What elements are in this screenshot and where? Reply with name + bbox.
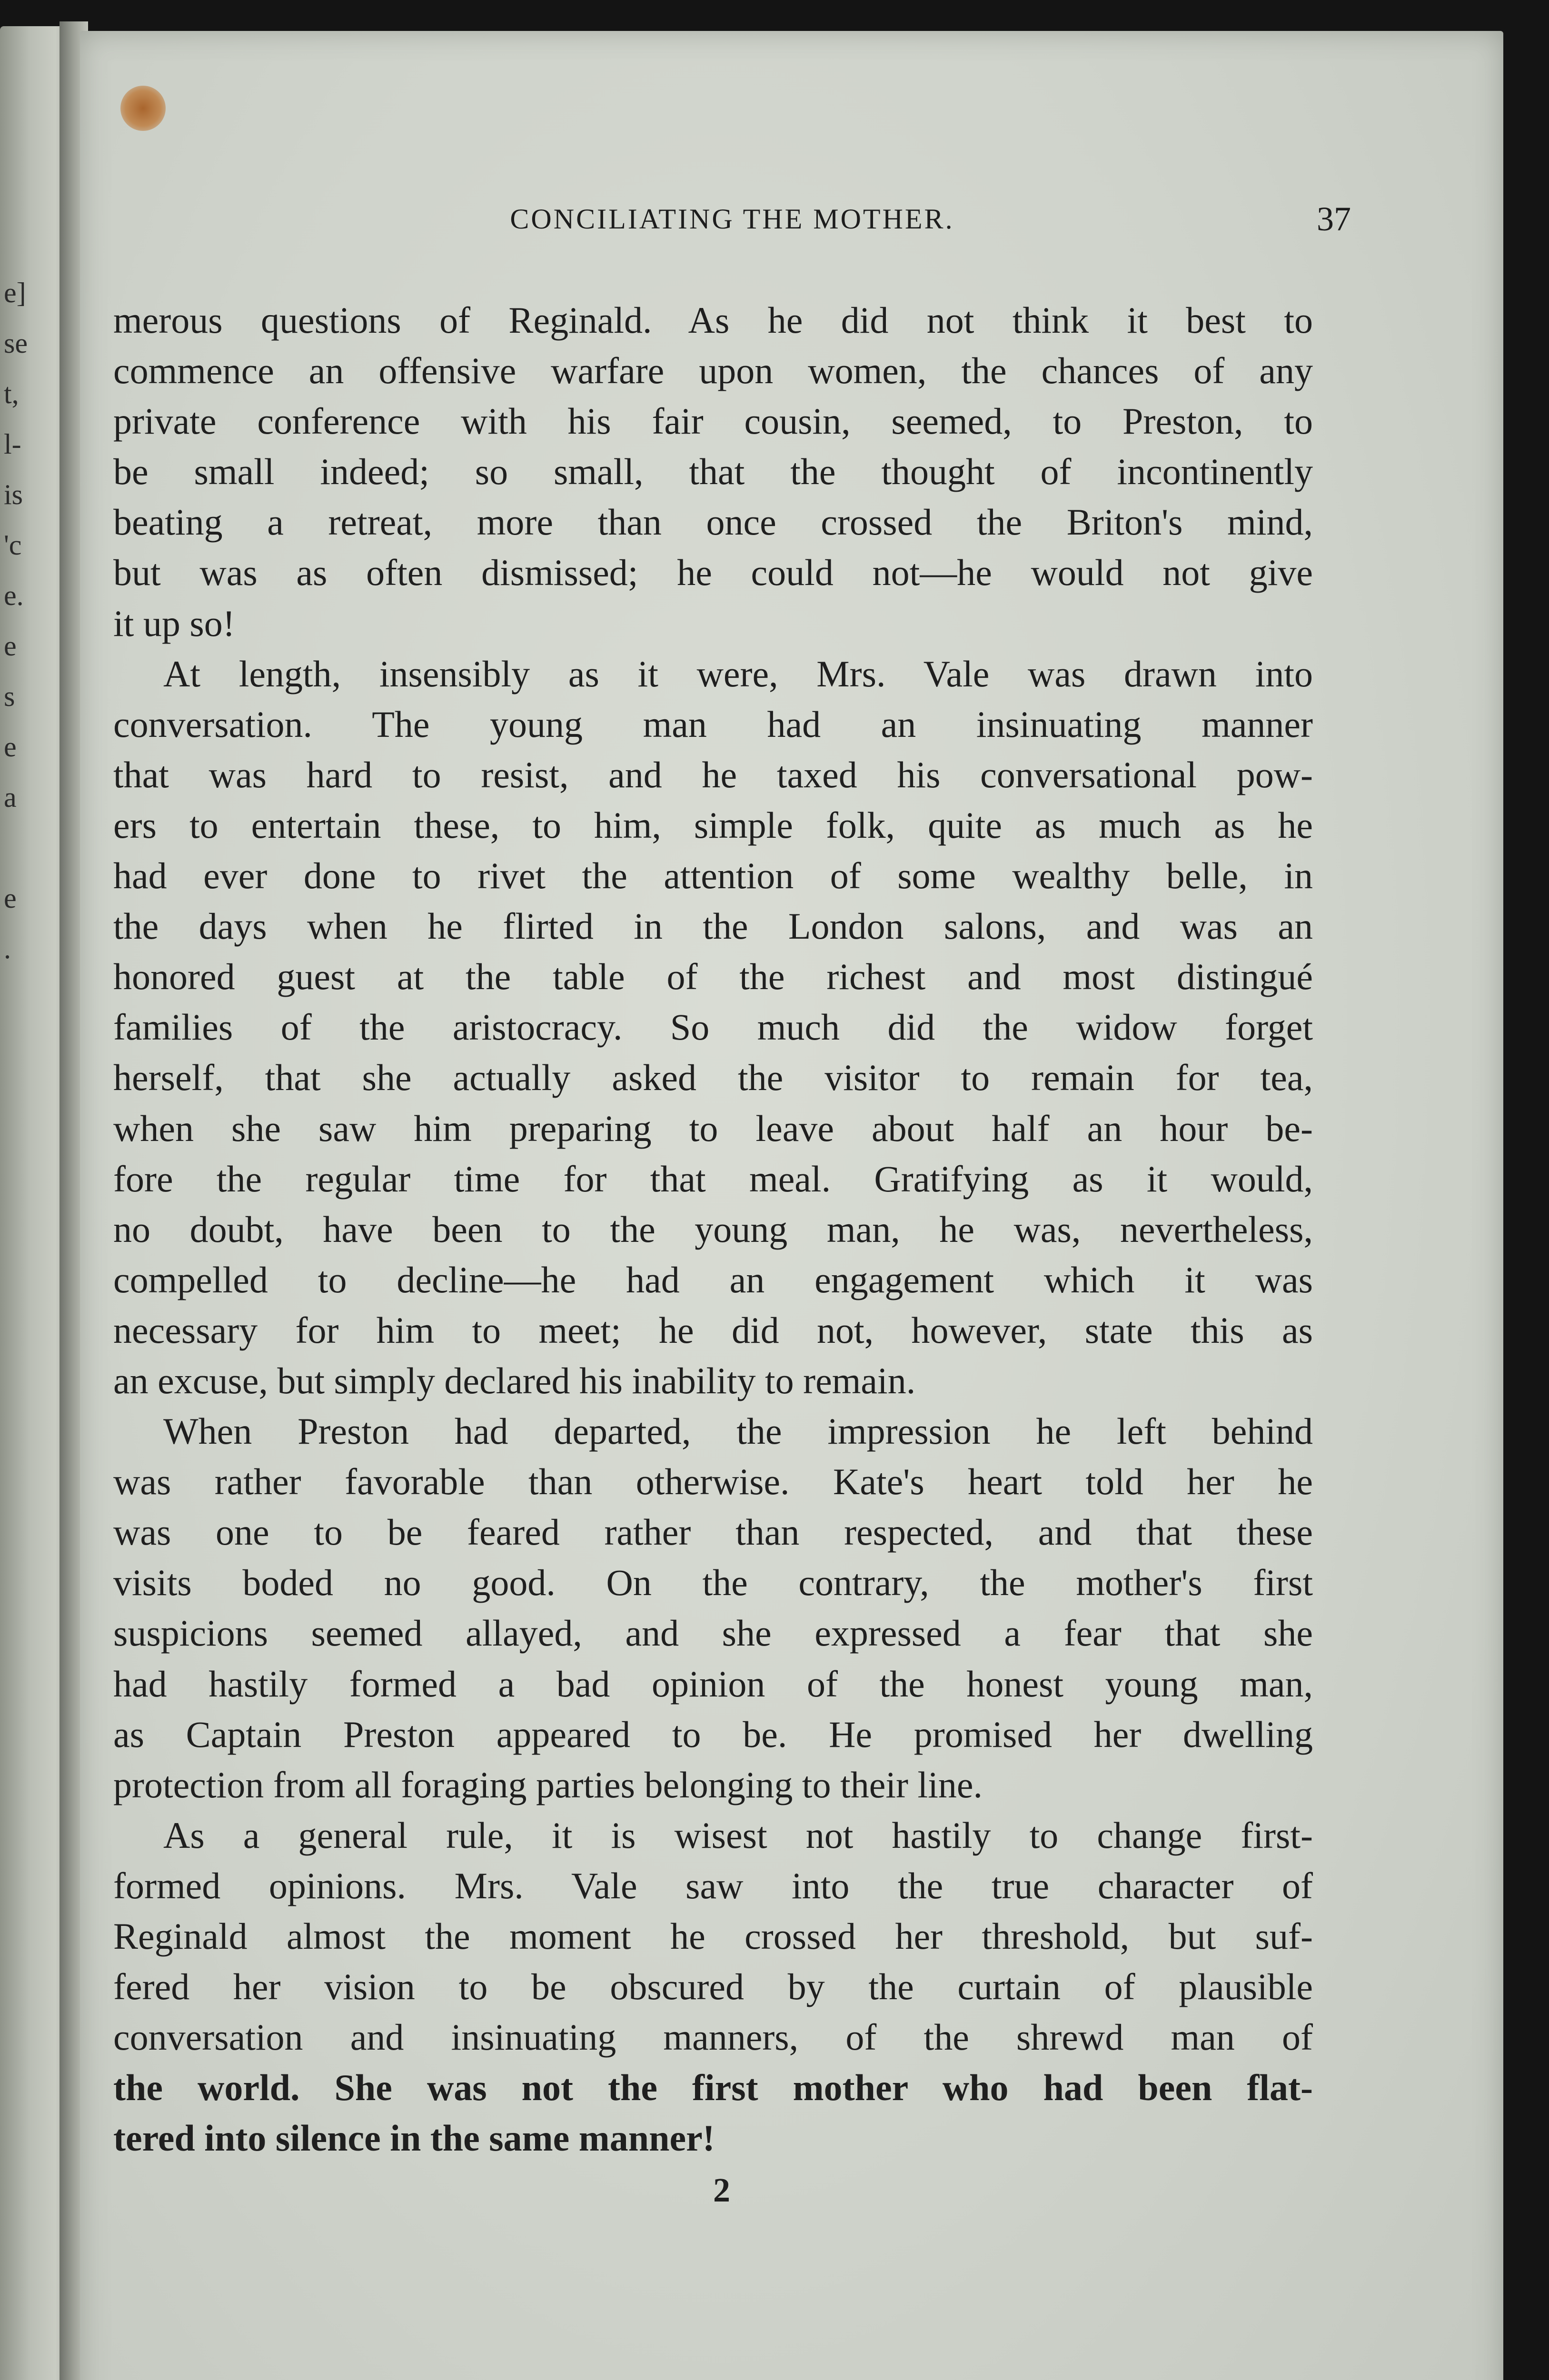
body-line: commence an offensive warfare upon women, the chances of any — [113, 350, 1313, 392]
body-line: no doubt, have been to the young man, he was, nevertheless, — [113, 1208, 1313, 1250]
body-line: protection from all foraging parties belonging to their line. — [113, 1764, 983, 1805]
body-line: suspicions seemed allayed, and she expressed a fear that she — [113, 1612, 1313, 1654]
body-line: but was as often dismissed; he could not—he would not give — [113, 552, 1313, 594]
body-line: formed opinions. Mrs. Vale saw into the true character of — [113, 1864, 1313, 1906]
previous-page-fragment: . — [4, 933, 11, 964]
body-line: conversation and insinuating manners, of the shrewd man of — [113, 2016, 1313, 2058]
body-line: ers to entertain these, to him, simple folk, quite as much as he — [113, 804, 1313, 846]
body-line: families of the aristocracy. So much did the widow forget — [113, 1006, 1313, 1048]
body-line: private conference with his fair cousin, seemed, to Preston, to — [113, 400, 1313, 442]
body-line: merous questions of Reginald. As he did not think it best to — [113, 299, 1313, 341]
book-page — [80, 31, 1503, 2380]
running-head — [113, 193, 1351, 245]
body-line: fore the regular time for that meal. Gratifying as it would, — [113, 1158, 1313, 1200]
body-line: an excuse, but simply declared his inability to remain. — [113, 1359, 916, 1401]
previous-page-fragment: se — [4, 327, 28, 359]
body-line: the days when he flirted in the London salons, and was an — [113, 905, 1313, 947]
previous-page-fragment: e — [4, 883, 17, 914]
body-line: herself, that she actually asked the visitor to remain for tea, — [113, 1057, 1313, 1099]
body-text — [113, 295, 1313, 2163]
body-line: that was hard to resist, and he taxed his conversational pow- — [113, 754, 1313, 795]
body-line: conversation. The young man had an insinuating manner — [113, 703, 1313, 745]
body-line: visits boded no good. On the contrary, the mother's first — [113, 1562, 1313, 1604]
body-line: fered her vision to be obscured by the curtain of plausible — [113, 1966, 1313, 2008]
previous-page-fragment: a — [4, 782, 17, 813]
previous-page-fragment: t, — [4, 378, 19, 409]
body-line: as Captain Preston appeared to be. He promised her dwelling — [113, 1713, 1313, 1755]
body-line: beating a retreat, more than once crossed the Briton's mind, — [113, 501, 1313, 543]
body-line: honored guest at the table of the richest and most distingué — [113, 956, 1313, 998]
previous-page-fragment: e — [4, 731, 17, 763]
previous-page-fragment: e. — [4, 580, 24, 611]
body-line: was rather favorable than otherwise. Kate's heart told her he — [113, 1461, 1313, 1503]
body-line: necessary for him to meet; he did not, however, state this as — [113, 1309, 1313, 1351]
signature-mark: 2 — [713, 2171, 730, 2209]
body-line: When Preston had departed, the impression he left behind — [163, 1410, 1313, 1452]
page-number: 37 — [1317, 200, 1351, 238]
paper-stain — [120, 86, 166, 131]
body-line: be small indeed; so small, that the thought of incontinently — [113, 451, 1313, 493]
body-line: At length, insensibly as it were, Mrs. Vale was drawn into — [163, 653, 1313, 694]
body-line: tered into silence in the same manner! — [113, 2117, 715, 2159]
previous-page-fragment: is — [4, 479, 23, 510]
previous-page-fragment: e] — [4, 277, 26, 308]
running-title: CONCILIATING THE MOTHER. — [510, 203, 954, 235]
previous-page-fragment: 'c — [4, 529, 22, 561]
previous-page-fragment: l- — [4, 428, 21, 460]
body-line: compelled to decline—he had an engagement which it was — [113, 1259, 1313, 1300]
body-line: had hastily formed a bad opinion of the honest young man, — [113, 1663, 1313, 1705]
body-line: was one to be feared rather than respected, and that these — [113, 1511, 1313, 1553]
body-line: when she saw him preparing to leave about half an hour be- — [113, 1107, 1313, 1149]
body-line: it up so! — [113, 602, 235, 644]
previous-page-fragment: s — [4, 681, 15, 712]
body-line: As a general rule, it is wisest not hastily to change first- — [163, 1814, 1313, 1856]
previous-page-fragment: e — [4, 630, 17, 662]
body-line: the world. She was not the first mother who had been flat- — [113, 2067, 1313, 2109]
body-line: had ever done to rivet the attention of some wealthy belle, in — [113, 855, 1313, 897]
body-line: Reginald almost the moment he crossed her threshold, but suf- — [113, 1915, 1313, 1957]
